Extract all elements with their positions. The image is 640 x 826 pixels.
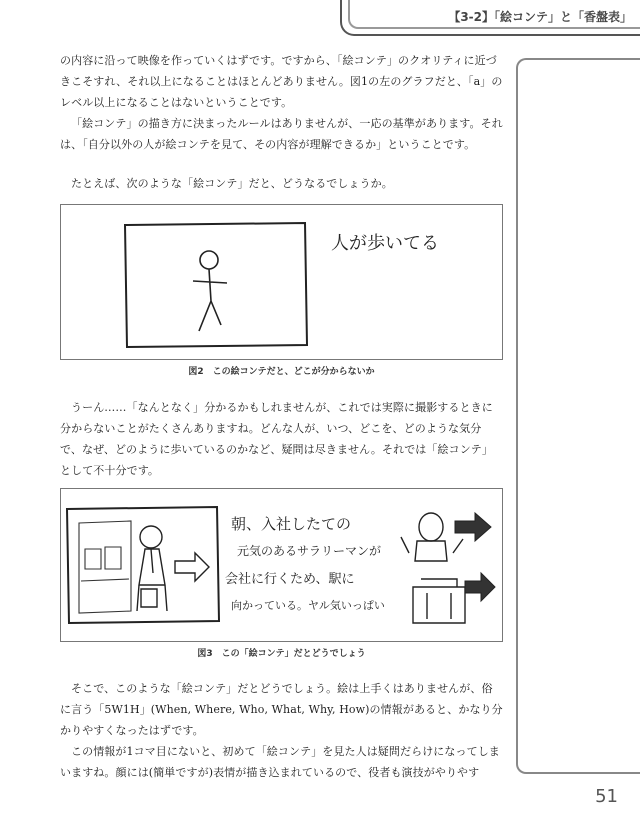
figure-3-caption: 図3 この「絵コンテ」だとどうでしょう: [197, 649, 366, 659]
station-background: [79, 521, 131, 613]
direction-arrow-icon: [175, 553, 209, 581]
arrow-right-icon-top: [455, 513, 491, 541]
figure-2-drawing: [61, 205, 502, 359]
storyboard-frame: [125, 223, 307, 347]
side-margin-panel: [516, 58, 640, 774]
figure-3-handwriting-line-1: 朝、入社したての: [231, 515, 352, 533]
figure-2-storyboard: [60, 204, 503, 360]
figure-3-storyboard: [60, 488, 503, 642]
paragraph-2: 「絵コンテ」の描き方に決まったルールはありませんが、一応の基準があります。それは、「自分以外の人が絵コンテを見て、その内容が理解できるか」ということです。: [60, 117, 503, 151]
stick-figure-icon: [193, 251, 227, 331]
salaryman-figure-icon: [137, 526, 167, 611]
figure-3-drawing: [61, 489, 502, 641]
page-number: 51: [595, 786, 618, 807]
figure-3-handwriting-line-2: 元気のあるサラリーマンが: [237, 544, 382, 558]
character-sketch-icon: [401, 513, 463, 561]
paragraph-1: の内容に沿って映像を作っていくはずです。ですから、「絵コンテ」のクオリティに近づきこそすれ、それ以上になることはほとんどありません。図1の左のグラフだと、「a」のレベル以上になることはないということです。: [60, 54, 503, 109]
figure-2-caption: 図2 この絵コンテだと、どこが分からないか: [188, 367, 375, 377]
figure-3-handwriting-line-3: 会社に行くため、駅に: [225, 572, 355, 587]
chapter-header-tab: [340, 0, 640, 36]
chapter-header-title: 【3-2】「絵コンテ」と「香盤表」: [448, 10, 632, 24]
arrow-right-icon-bottom: [465, 573, 495, 601]
paragraph-3: たとえば、次のような「絵コンテ」だと、どうなるでしょうか。: [71, 177, 393, 190]
backpack-figure-icon: [413, 579, 465, 623]
paragraph-5: そこで、このような「絵コンテ」だとどうでしょう。絵は上手くはありませんが、俗に言う「5W1H」(When, Where, Who, What, Why, How)の情報があると、かなり分かりやすくなったはずです。: [60, 682, 503, 737]
paragraph-4: うーん……「なんとなく」分かるかもしれませんが、これでは実際に撮影するときに分からないことがたくさんありますね。どんな人が、いつ、どこを、どのような気分で、なぜ、どのように歩いているのかなど、疑問は尽きません。それでは「絵コンテ」として不十分です。: [60, 401, 494, 477]
paragraph-6: この情報が1コマ目にないと、初めて「絵コンテ」を見た人は疑問だらけになってしまいますね。顔には(簡単ですが)表情が描き込まれているので、役者も演技がやりやす: [60, 745, 500, 779]
figure-2-handwriting: 人が歩いてる: [331, 233, 439, 254]
figure-3-handwriting-line-4: 向かっている。ヤル気いっぱい: [231, 599, 385, 612]
